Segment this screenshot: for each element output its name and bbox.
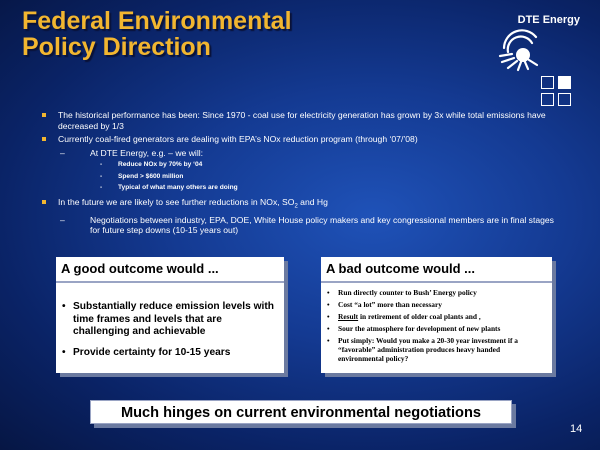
sub-sub-bullet-text: Spend > $600 million bbox=[118, 172, 184, 180]
bullet-current bbox=[42, 134, 562, 145]
sub-sub-bullet-text: Typical of what many others are doing bbox=[118, 184, 238, 191]
list-item: • Provide certainty for 10-15 years bbox=[62, 347, 278, 360]
sub-bullet-text: At DTE Energy, e.g. – we will: bbox=[90, 147, 204, 158]
list-item: • Sour the atmosphere for development of new plants bbox=[327, 324, 546, 333]
title-line-1: Federal Environmental bbox=[22, 7, 292, 35]
dash-bullet-icon: - bbox=[100, 161, 103, 168]
list-item: • Put simply: Would you make a 20-30 year investment if a “favorable” administration produces heavy handed environmental policy? bbox=[327, 336, 546, 363]
sub-sub-bullet bbox=[100, 183, 562, 194]
bad-outcome-heading: A bad outcome would ... bbox=[321, 257, 552, 283]
sub-bullet-negotiations bbox=[60, 215, 562, 236]
dash-bullet-icon: – bbox=[60, 147, 65, 158]
slide-title bbox=[22, 8, 292, 60]
bad-outcome-list bbox=[321, 288, 552, 363]
square-bullet-icon bbox=[42, 113, 46, 117]
dash-bullet-icon: – bbox=[60, 214, 65, 225]
bullet-historical bbox=[42, 110, 562, 131]
bullet-future bbox=[42, 197, 562, 212]
dash-bullet-icon: - bbox=[100, 172, 103, 180]
bullet-text-end: and Hg bbox=[297, 196, 328, 207]
sub-bullet-dte bbox=[60, 148, 562, 159]
subscript-2: 2 bbox=[294, 203, 298, 210]
bullet-text: Currently coal-fired generators are dealing with EPA’s NOx reduction program (through ‘07/’08) bbox=[58, 134, 418, 144]
sub-sub-bullet bbox=[100, 160, 562, 171]
dash-bullet-icon: - bbox=[100, 184, 103, 191]
list-item: • Run directly counter to Bush’ Energy policy bbox=[327, 288, 546, 297]
title-line-2: Policy Direction bbox=[22, 33, 211, 61]
good-outcome-heading: A good outcome would ... bbox=[56, 257, 284, 283]
underlined-word: Result bbox=[338, 312, 359, 321]
list-item-text: in retirement of older coal plants and , bbox=[358, 312, 481, 321]
list-item: • Cost “a lot” more than necessary bbox=[327, 300, 546, 309]
four-squares-icon bbox=[541, 76, 573, 108]
good-outcome-box bbox=[56, 257, 284, 373]
list-item bbox=[327, 312, 546, 321]
dte-sunburst-logo-icon bbox=[496, 28, 550, 72]
bullet-text: The historical performance has been: Since 1970 - coal use for electricity generation has grown by 3x while total emissions have decreased by 1/3 bbox=[58, 110, 546, 131]
bad-outcome-box bbox=[321, 257, 552, 373]
bullet-list bbox=[42, 110, 562, 238]
page-number: 14 bbox=[570, 423, 583, 435]
good-outcome-list bbox=[56, 288, 284, 359]
square-bullet-icon bbox=[42, 200, 46, 204]
conclusion-banner: Much hinges on current environmental negotiations bbox=[90, 400, 512, 424]
sub-sub-bullet bbox=[100, 172, 562, 183]
sub-bullet-text: Negotiations between industry, EPA, DOE, White House policy makers and key congressional members are in final stages for future step downs (10-15 years out) bbox=[90, 214, 554, 236]
sub-sub-bullet-text: Reduce NOx by 70% by ‘04 bbox=[118, 161, 203, 168]
brand-name: DTE Energy bbox=[517, 14, 580, 26]
list-item: • Substantially reduce emission levels with time frames and levels that are challenging and achievable bbox=[62, 301, 278, 339]
bullet-text: In the future we are likely to see further reductions in NOx, SO bbox=[58, 196, 295, 207]
square-bullet-icon bbox=[42, 137, 46, 141]
